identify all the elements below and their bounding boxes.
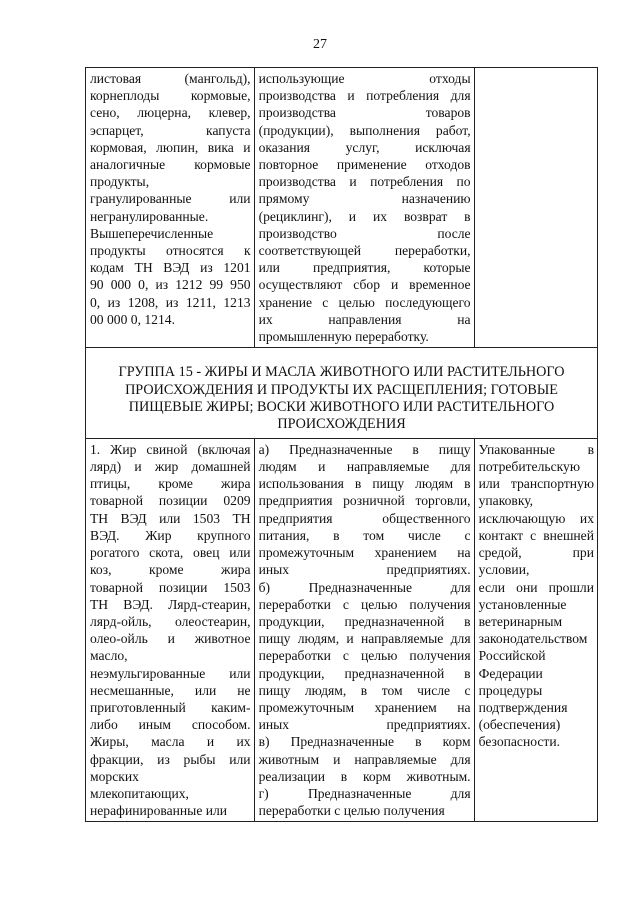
table-cell-product	[86, 438, 255, 821]
text-line: производства товаров	[258, 105, 471, 121]
text-line: средой, при условии,	[478, 545, 594, 578]
text-line: прямому назначению	[258, 191, 471, 207]
text-line: несмешанные, или не	[90, 682, 251, 698]
text-line: продукции, предназначенной в	[258, 613, 471, 629]
text-line: товарной позиции 1503	[90, 579, 251, 595]
text-line: товарной позиции 0209	[90, 493, 251, 509]
text-line: г) Предназначенные для	[258, 785, 471, 801]
text-line: если они прошли	[478, 579, 594, 595]
text-line: лярд-ойль, олеостеарин,	[90, 613, 251, 629]
text-line: 1. Жир свиной (включая	[90, 441, 251, 457]
table-cell-conditions	[474, 68, 597, 348]
text-line: рогатого скота, овец или	[90, 545, 251, 561]
text-line: млекопитающих,	[90, 785, 189, 801]
table-cell-conditions	[474, 438, 597, 821]
text-line: ветеринарным	[478, 613, 563, 629]
text-line: (продукции), выполнения работ,	[258, 122, 471, 138]
text-line: продукты относятся к	[90, 243, 251, 259]
text-line: (обеспечения)	[478, 717, 561, 733]
text-line: ТН ВЭД. Лярд-стеарин,	[90, 596, 251, 612]
text-line: олео-ойль и животное	[90, 631, 251, 647]
text-line: фракции, из рыбы или	[90, 751, 251, 767]
text-line: контакт с внешней	[478, 527, 594, 543]
text-line: пищу людям, и направляемые для	[258, 631, 471, 647]
text-line: законодательством	[478, 631, 588, 647]
text-line: листовая (мангольд),	[90, 71, 251, 86]
text-line: ВЭД. Жир крупного	[90, 527, 251, 543]
text-line: коз, кроме жира	[90, 562, 251, 578]
text-line: кодам ТН ВЭД из 1201	[90, 260, 251, 276]
text-line: осуществляют сбор и временное	[258, 277, 471, 293]
text-line: неэмульгированные или	[90, 665, 251, 681]
text-line: птицы, кроме жира	[90, 476, 251, 492]
text-line: гранулированные или	[90, 191, 251, 207]
text-line: продукты,	[90, 174, 150, 190]
text-line: подтверждения	[478, 699, 568, 715]
text-line: эспарцет, капуста	[90, 122, 251, 138]
text-line: предприятия розничной торговли,	[258, 493, 471, 509]
text-line: или транспортную	[478, 476, 594, 492]
text-line: а) Предназначенные в пищу	[258, 441, 471, 457]
text-line: переработки с целью получения	[258, 803, 445, 819]
text-line: б) Предназначенные для	[258, 579, 471, 595]
text-line: морских	[90, 768, 139, 784]
text-line: повторное применение отходов	[258, 157, 471, 173]
text-line: приготовленный каким-	[90, 699, 251, 715]
text-line: переработки с целью получения	[258, 648, 471, 664]
table-cell-purpose	[254, 68, 474, 348]
text-line: промышленную переработку.	[258, 329, 429, 345]
text-line: масло,	[90, 648, 128, 664]
text-line: использования в пищу людям в	[258, 476, 471, 492]
text-line: 90 000 0, из 1212 99 950	[90, 277, 251, 293]
text-line: кормовая, люпин, вика и	[90, 139, 251, 155]
text-line: Российской	[478, 648, 546, 664]
table-cell-purpose	[254, 438, 474, 821]
text-line: их направления на	[258, 311, 471, 327]
regulation-table	[85, 67, 598, 822]
text-line: либо иным способом.	[90, 717, 251, 733]
text-line: иных предприятиях.	[258, 562, 471, 578]
text-line: потребительскую	[478, 459, 580, 475]
text-line: животным и направляемые для	[258, 751, 471, 767]
group-heading: ГРУППА 15 - ЖИРЫ И МАСЛА ЖИВОТНОГО ИЛИ РАСТИТЕЛЬНОГО ПРОИСХОЖДЕНИЯ И ПРОДУКТЫ ИХ РАСЩЕПЛЕНИЯ; ГОТОВЫЕ ПИЩЕВЫЕ ЖИРЫ; ВОСКИ ЖИВОТНОГО ИЛИ РАСТИТЕЛЬНОГО ПРОИСХОЖДЕНИЯ	[86, 348, 598, 439]
table-row	[86, 438, 598, 821]
text-line: Упакованные в	[478, 441, 594, 457]
text-line: реализации в корм животным.	[258, 768, 471, 784]
text-line: производства и потребления по	[258, 174, 471, 190]
text-line: Жиры, масла и их	[90, 734, 251, 750]
text-line: упаковку,	[478, 493, 534, 509]
text-line: соответствующей переработки,	[258, 243, 471, 259]
text-line: аналогичные кормовые	[90, 157, 251, 173]
text-line: 0, из 1208, из 1211, 1213	[90, 294, 251, 310]
text-line: корнеплоды кормовые,	[90, 88, 251, 104]
text-line: производство после	[258, 225, 471, 241]
text-line: хранение с целью последующего	[258, 294, 471, 310]
text-line: предприятия общественного	[258, 510, 471, 526]
group-heading-row	[86, 348, 598, 439]
text-line: безопасности.	[478, 734, 561, 750]
table-cell-product	[86, 68, 255, 348]
text-line: людям и направляемые для	[258, 459, 471, 475]
text-line: продукции, предназначенной в	[258, 665, 471, 681]
text-line: Федерации	[478, 665, 543, 681]
text-line: нерафинированные или	[90, 803, 228, 819]
text-line: негранулированные.	[90, 208, 209, 224]
text-line: промежуточным хранением на	[258, 545, 471, 561]
text-line: переработки с целью получения	[258, 596, 471, 612]
text-line: или предприятия, которые	[258, 260, 471, 276]
text-line: производства и потребления для	[258, 88, 471, 104]
text-line: (рециклинг), и их возврат в	[258, 208, 471, 224]
table-row	[86, 68, 598, 348]
text-line: Вышеперечисленные	[90, 225, 214, 241]
text-line: промежуточным хранением на	[258, 699, 471, 715]
text-line: в) Предназначенные в корм	[258, 734, 471, 750]
text-line: пищу людям, в том числе с	[258, 682, 471, 698]
text-line: установленные	[478, 596, 567, 612]
text-line: лярд) и жир домашней	[90, 459, 251, 475]
text-line: питания, в том числе с	[258, 527, 471, 543]
text-line: исключающую их	[478, 510, 594, 526]
text-line: сено, люцерна, клевер,	[90, 105, 251, 121]
text-line: 00 000 0, 1214.	[90, 311, 175, 327]
text-line: оказания услуг, исключая	[258, 139, 471, 155]
text-line: процедуры	[478, 682, 543, 698]
page-number: 27	[313, 37, 327, 52]
text-line: иных предприятиях.	[258, 717, 471, 733]
text-line: использующие отходы	[258, 71, 471, 86]
text-line: ТН ВЭД или 1503 ТН	[90, 510, 251, 526]
